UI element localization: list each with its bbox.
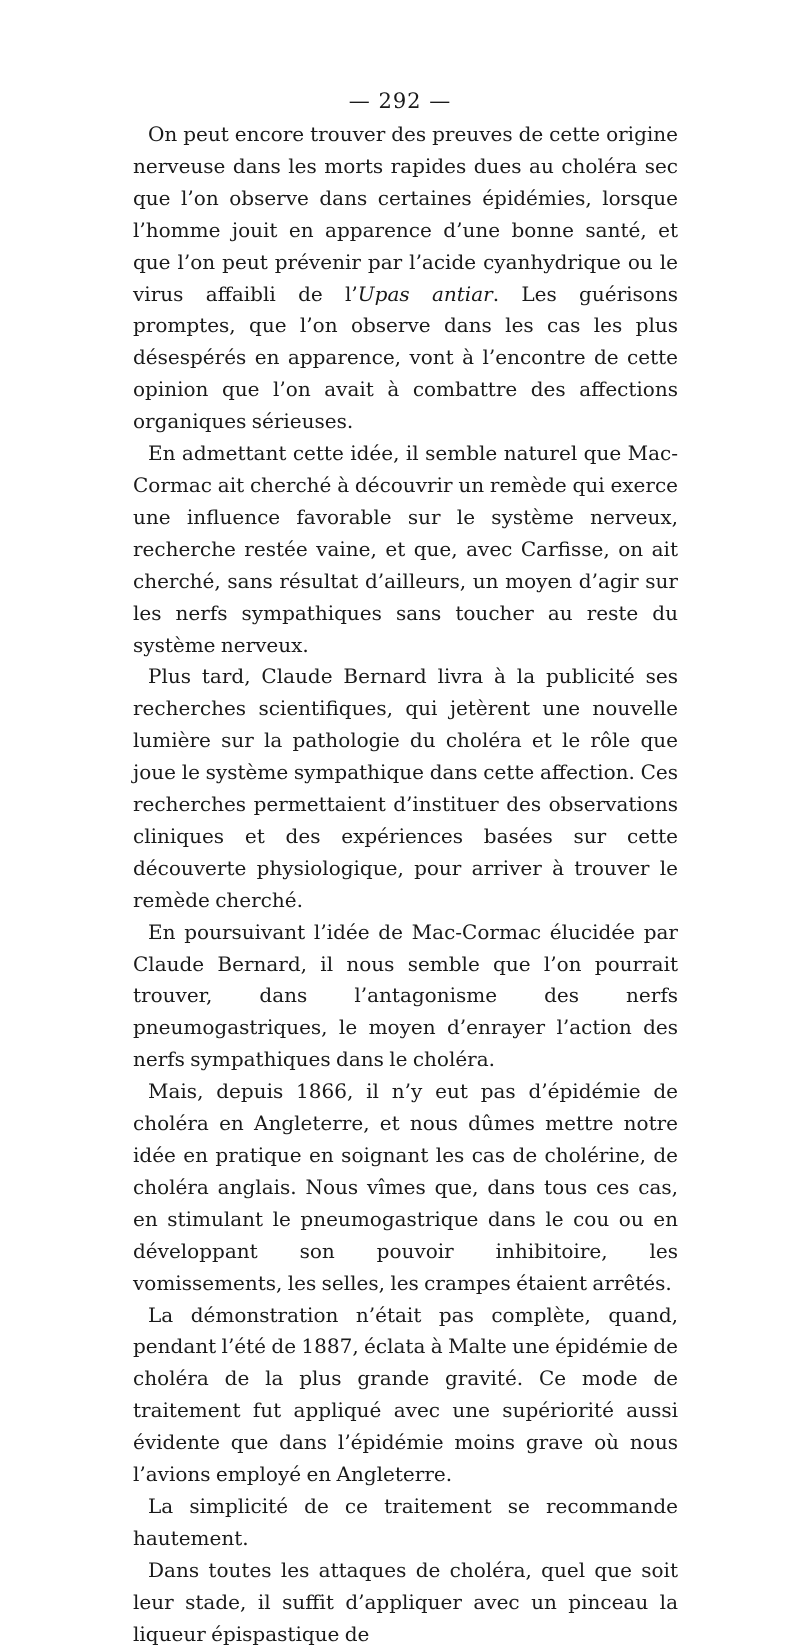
paragraph-2: En admettant cette idée, il semble naturel que Mac-Cormac ait cherché à découvrir un remède qui exerce une influence favorable sur le système nerveux, recherche restée vaine, et que, avec Carfisse, on ait cherché, sans résultat d’ailleurs, un moyen d’agir sur les nerfs sympathiques sans toucher au reste du système nerveux. [133,441,678,657]
paragraph-6: La démonstration n’était pas complète, quand, pendant l’été de 1887, éclata à Malte une épidémie de choléra de la plus grande gravité. Ce mode de traitement fut appliqué avec une supériorité aussi évidente que dans l’épidémie moins grave où nous l’avions employé en Angleterre. [133,1302,678,1487]
italic-term-upas-antiar: Upas antiar [357,281,493,306]
body-text [133,119,678,1651]
paragraph-1-text-end: . Les guérisons promptes, que l’on observe dans les cas les plus désespérés en apparence, vont à l’encontre de cette opinion que l’on avait à combattre des affections organiques sérieuses. [133,281,678,434]
paragraph-1 [133,119,678,438]
page-number: — 292 — [348,89,452,113]
paragraph-5: Mais, depuis 1866, il n’y eut pas d’épidémie de choléra en Angleterre, et nous dûmes mettre notre idée en pratique en soignant les cas de cholérine, de choléra anglais. Nous vîmes que, dans tous ces cas, en stimulant le pneumogastrique dans le cou ou en développant son pouvoir inhibitoire, les vomissements, les selles, les crampes étaient arrêtés. [133,1079,678,1295]
paragraph-7: La simplicité de ce traitement se recommande hautement. [133,1493,678,1550]
paragraph-3: Plus tard, Claude Bernard livra à la publicité ses recherches scientifiques, qui jetèrent une nouvelle lumière sur la pathologie du choléra et le rôle que joue le système sympathique dans cette affection. Ces recherches permettaient d’instituer des observations cliniques et des expériences basées sur cette découverte physiologique, pour arriver à trouver le remède cherché. [133,664,678,912]
paragraph-1-text-start: On peut encore trouver des preuves de cette origine nerveuse dans les morts rapides dues au choléra sec que l’on observe dans certaines épidémies, lorsque l’homme jouit en apparence d’une bonne santé, et que l’on peut prévenir par l’acide cyanhydrique ou le virus affaibli de l’ [133,122,678,306]
paragraph-4: En poursuivant l’idée de Mac-Cormac élucidée par Claude Bernard, il nous semble que l’on pourrait trouver, dans l’antagonisme des nerfs pneumogastriques, le moyen d’enrayer l’action des nerfs sympathiques dans le choléra. [133,919,678,1072]
paragraph-8: Dans toutes les attaques de choléra, quel que soit leur stade, il suffit d’appliquer avec un pinceau la liqueur épispastique de [133,1557,678,1646]
